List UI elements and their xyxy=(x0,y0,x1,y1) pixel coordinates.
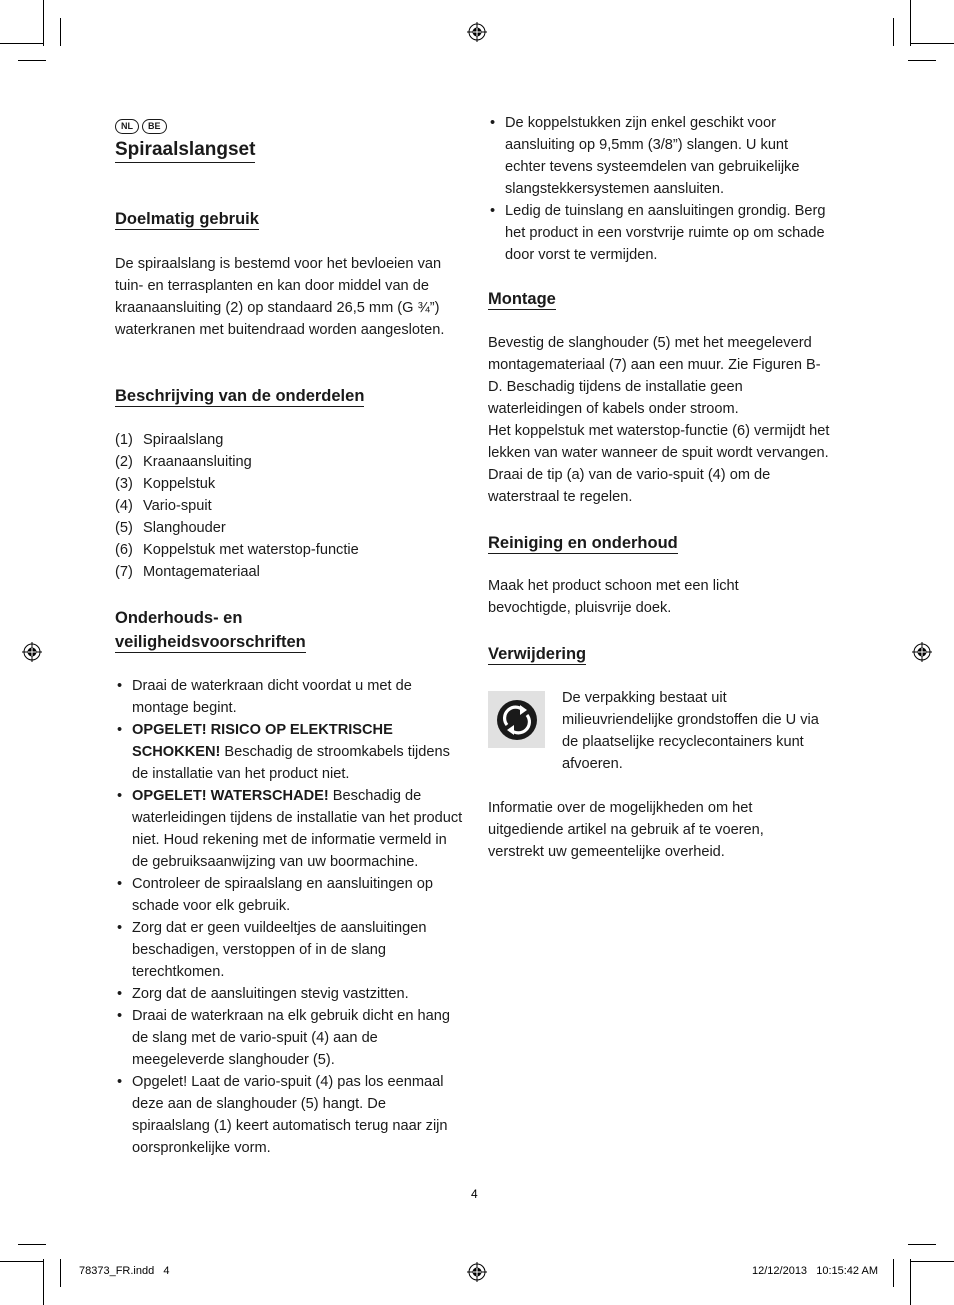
list-item: • Draai de waterkraan na elk gebruik dicht en hang de slang met de vario-spuit (4) aan de meegeleverde slanghouder (5). xyxy=(115,1005,467,1071)
registration-mark-icon xyxy=(912,642,932,662)
crop-mark xyxy=(893,1259,894,1287)
footer-filename: 78373_FR.indd 4 xyxy=(79,1265,170,1277)
montage-text-2: Het koppelstuk met waterstop-functie (6) vermijdt het lekken van water wanneer de spuit wordt vervangen. Draai de tip (a) van de vario-spuit (4) om de waterstraal te regelen. xyxy=(488,423,830,505)
list-item: • De koppelstukken zijn enkel geschikt voor aansluiting op 9,5mm (3/8”) slangen. U kunt echter tevens systeemdelen van gebruikelijke slangstekkersystemen aansluiten. xyxy=(488,112,828,200)
list-item: (4) Vario-spuit xyxy=(115,498,212,514)
list-item: (2) Kraanaansluiting xyxy=(115,454,252,470)
crop-mark xyxy=(0,43,44,44)
usage-heading: Doelmatig gebruik xyxy=(115,210,259,228)
crop-mark xyxy=(43,0,44,46)
crop-mark xyxy=(908,1244,936,1245)
list-item: (1) Spiraalslang xyxy=(115,432,224,448)
crop-mark xyxy=(18,60,46,61)
footer-timestamp: 12/12/2013 10:15:42 AM xyxy=(752,1265,878,1277)
crop-mark xyxy=(893,18,894,46)
crop-mark xyxy=(910,43,954,44)
registration-mark-icon xyxy=(467,1262,487,1282)
list-item: • Zorg dat er geen vuildeeltjes de aansluitingen beschadigen, verstoppen of in de slang terechtkomen. xyxy=(115,917,467,983)
list-item: • Controleer de spiraalslang en aansluitingen op schade voor elk gebruik. xyxy=(115,873,467,917)
disposal-recycle-text: De verpakking bestaat uit milieuvriendelijke grondstoffen die U via de plaatselijke recyclecontainers kunt afvoeren. xyxy=(562,690,819,772)
language-badge-be: BE xyxy=(142,119,167,134)
list-item: (7) Montagemateriaal xyxy=(115,564,260,580)
list-item: (6) Koppelstuk met waterstop-functie xyxy=(115,542,359,558)
crop-mark xyxy=(60,18,61,46)
parts-heading: Beschrijving van de onderdelen xyxy=(115,387,365,405)
list-item: • Draai de waterkraan dicht voordat u met de montage begint. xyxy=(115,675,467,719)
usage-text: De spiraalslang is bestemd voor het bevloeien van tuin- en terrasplanten en kan door middel van de kraanaansluiting (2) op standaard 26,5 mm (G ¾”) waterkranen met buitendraad worden aangesloten. xyxy=(115,256,445,338)
recycle-icon xyxy=(488,691,545,748)
list-item: • Opgelet! Laat de vario-spuit (4) pas los eenmaal deze aan de slanghouder (5) hangt. De spiraalslang (1) keert automatisch terug naar zijn oorspronkelijke vorm. xyxy=(115,1071,467,1159)
crop-mark xyxy=(43,1259,44,1305)
list-item: • OPGELET! RISICO OP ELEKTRISCHE SCHOKKEN! Beschadig de stroomkabels tijdens de installatie van het product niet. xyxy=(115,719,467,785)
safety-heading: Onderhouds- en veiligheidsvoorschriften xyxy=(115,609,306,651)
list-item: (3) Koppelstuk xyxy=(115,476,216,492)
list-item: (5) Slanghouder xyxy=(115,520,226,536)
cleaning-heading: Reiniging en onderhoud xyxy=(488,534,678,552)
montage-heading: Montage xyxy=(488,290,556,308)
crop-mark xyxy=(910,0,911,46)
disposal-heading: Verwijdering xyxy=(488,645,587,663)
registration-mark-icon xyxy=(467,22,487,42)
list-item: • Ledig de tuinslang en aansluitingen grondig. Berg het product in een vorstvrije ruimte op om schade door vorst te vermijden. xyxy=(488,200,828,266)
language-badges xyxy=(115,116,170,134)
page-title: Spiraalslangset xyxy=(115,139,255,163)
crop-mark xyxy=(910,1261,954,1262)
crop-mark xyxy=(0,1261,44,1262)
parts-list xyxy=(115,429,359,583)
list-item: • OPGELET! WATERSCHADE! Beschadig de waterleidingen tijdens de installatie van het product niet. Houd rekening met de informatie vermeld in de gebruiksaanwijzing van uw boormachine. xyxy=(115,785,467,873)
language-badge-nl: NL xyxy=(115,119,139,134)
list-item: • Zorg dat de aansluitingen stevig vastzitten. xyxy=(115,983,467,1005)
montage-text-1: Bevestig de slanghouder (5) met het meegeleverd montagemateriaal (7) aan een muur. Zie Figuren B-D. Beschadig tijdens de installatie geen waterleidingen of kabels onder stroom. xyxy=(488,335,821,417)
crop-mark xyxy=(908,60,936,61)
safety-list xyxy=(115,675,467,1159)
cleaning-text: Maak het product schoon met een licht bevochtigde, pluisvrije doek. xyxy=(488,578,739,616)
crop-mark xyxy=(18,1244,46,1245)
crop-mark xyxy=(60,1259,61,1287)
disposal-info-text: Informatie over de mogelijkheden om het uitgediende artikel na gebruik af te voeren, verstrekt uw gemeentelijke overheid. xyxy=(488,800,764,860)
crop-mark xyxy=(910,1259,911,1305)
connector-list xyxy=(488,112,828,266)
registration-mark-icon xyxy=(22,642,42,662)
page-number: 4 xyxy=(471,1187,478,1201)
